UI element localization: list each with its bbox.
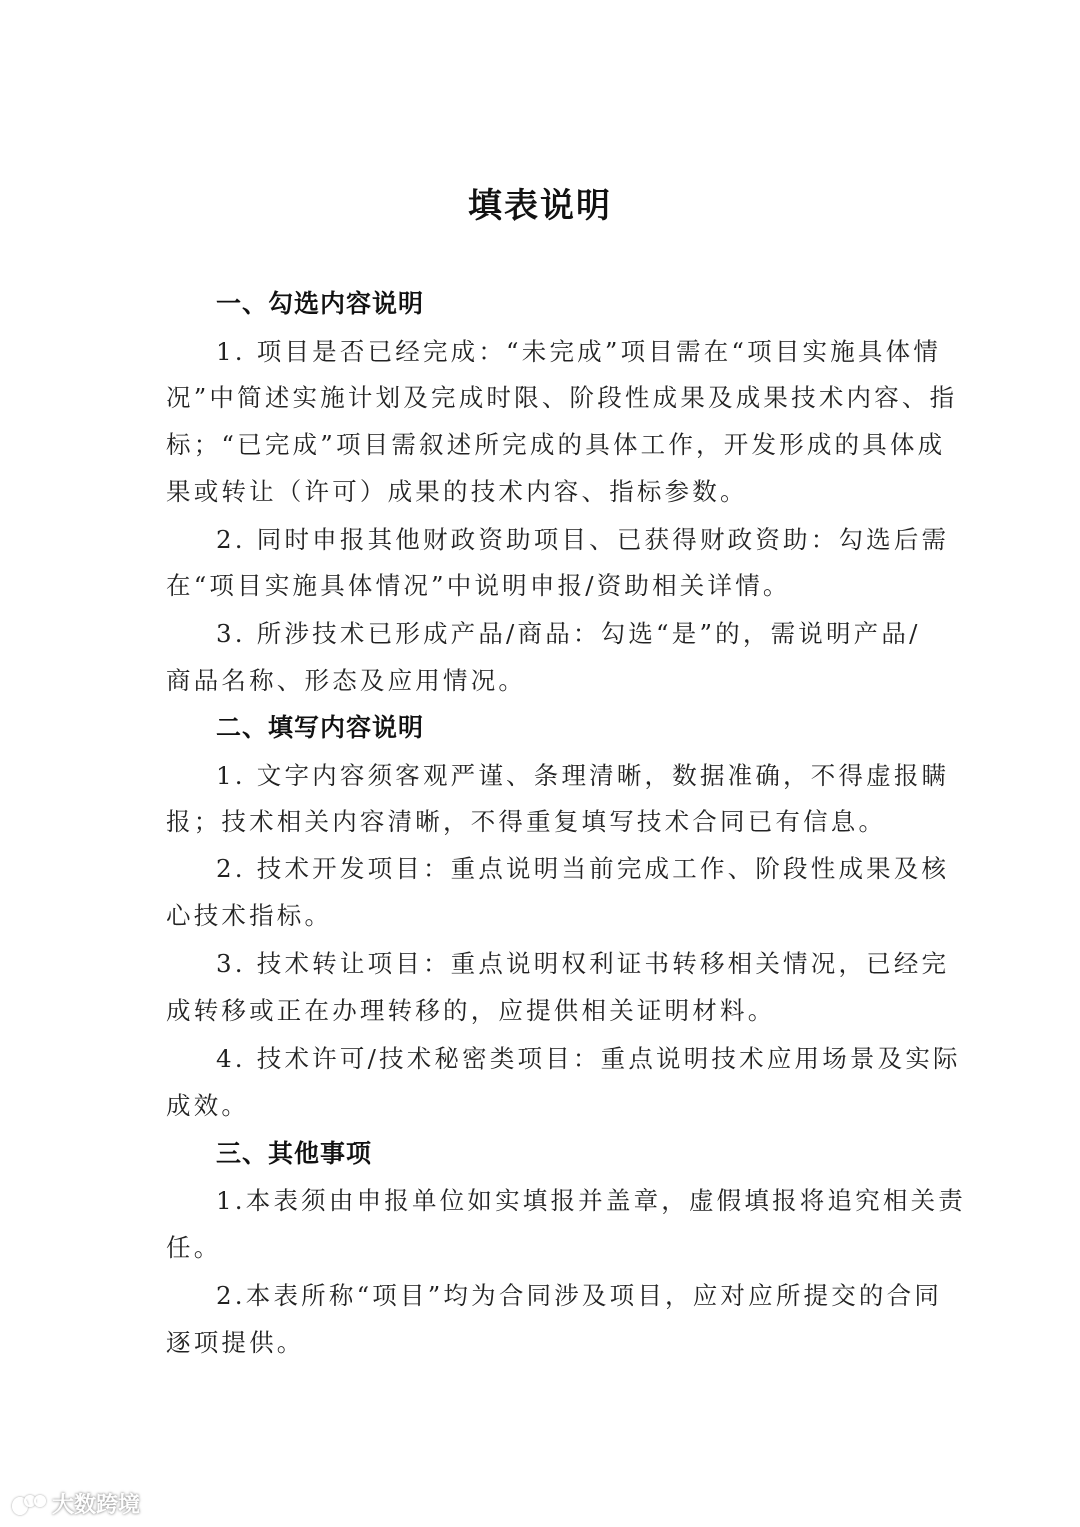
paragraph-line: 在“项目实施具体情况”中说明申报/资助相关详情。	[166, 571, 791, 600]
paragraph-line: 2. 同时申报其他财政资助项目、已获得财政资助：勾选后需	[216, 525, 950, 554]
page-title: 填表说明	[468, 186, 612, 226]
paragraph-line: 商品名称、形态及应用情况。	[166, 666, 527, 695]
section-heading-1: 一、勾选内容说明	[216, 289, 425, 318]
watermark-text: 大数跨境	[52, 1493, 141, 1518]
paragraph-line: 任。	[166, 1233, 222, 1262]
paragraph-line: 成效。	[166, 1091, 250, 1120]
paragraph-line: 1. 项目是否已经完成：“未完成”项目需在“项目实施具体情	[216, 337, 942, 366]
paragraph-line: 2. 技术开发项目：重点说明当前完成工作、阶段性成果及核	[216, 854, 950, 883]
paragraph-line: 1.本表须由申报单位如实填报并盖章，虚假填报将追究相关责	[216, 1186, 966, 1215]
watermark	[12, 1488, 140, 1519]
paragraph-line: 果或转让（许可）成果的技术内容、指标参数。	[166, 477, 748, 506]
paragraph-line: 3. 所涉技术已形成产品/商品：勾选“是”的，需说明产品/	[216, 619, 921, 648]
paragraph-line: 标；“已完成”项目需叙述所完成的具体工作，开发形成的具体成	[166, 430, 946, 459]
paragraph-line: 4. 技术许可/技术秘密类项目：重点说明技术应用场景及实际	[216, 1044, 961, 1073]
paragraph-line: 2.本表所称“项目”均为合同涉及项目，应对应所提交的合同	[216, 1281, 943, 1310]
logo-icon	[12, 1493, 46, 1515]
paragraph-line: 况”中简述实施计划及完成时限、阶段性成果及成果技术内容、指	[166, 383, 958, 412]
section-heading-3: 三、其他事项	[216, 1139, 373, 1168]
paragraph-line: 3. 技术转让项目：重点说明权利证书转移相关情况，已经完	[216, 949, 950, 978]
paragraph-line: 心技术指标。	[166, 901, 333, 930]
paragraph-line: 1. 文字内容须客观严谨、条理清晰，数据准确，不得虚报瞒	[216, 761, 950, 790]
paragraph-line: 逐项提供。	[166, 1328, 305, 1357]
paragraph-line: 报；技术相关内容清晰，不得重复填写技术合同已有信息。	[166, 807, 887, 836]
paragraph-line: 成转移或正在办理转移的，应提供相关证明材料。	[166, 996, 776, 1025]
section-heading-2: 二、填写内容说明	[216, 713, 425, 742]
